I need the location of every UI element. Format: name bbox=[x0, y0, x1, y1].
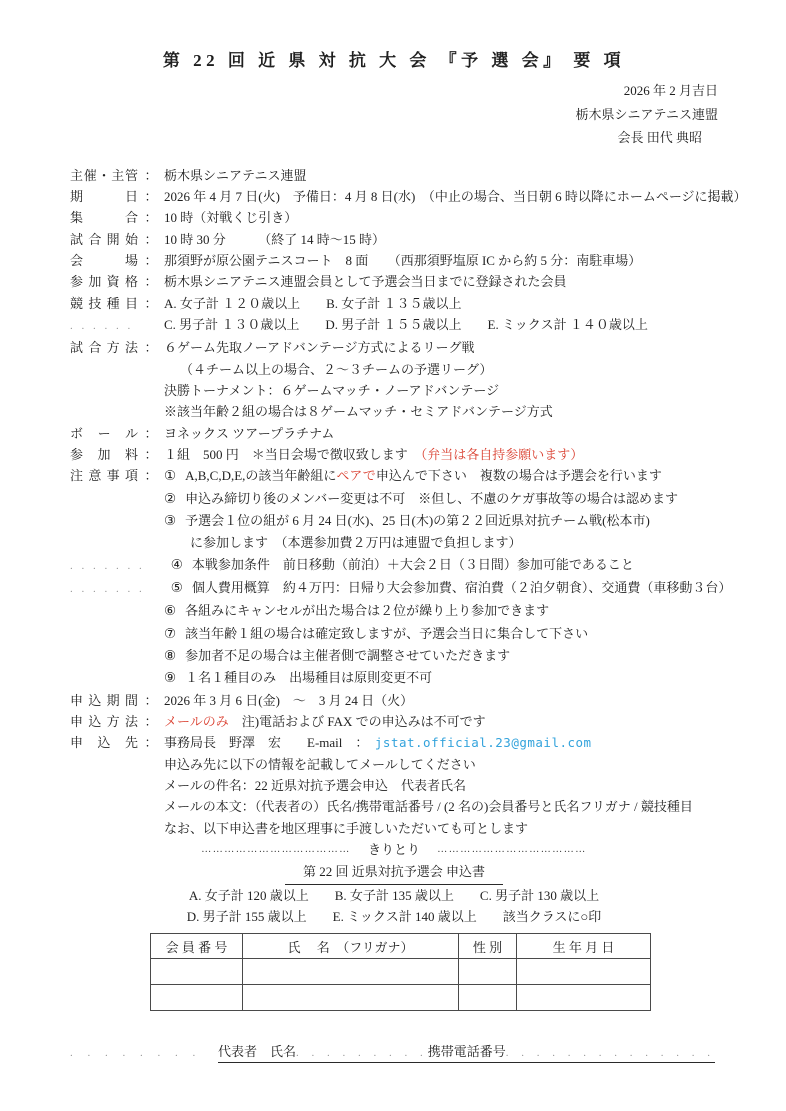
row-value: 栃木県シニアテニス連盟 bbox=[164, 167, 307, 183]
row-value bbox=[164, 732, 718, 753]
row-colon: ： bbox=[144, 252, 158, 268]
row-note-7 bbox=[70, 623, 718, 645]
circled-number: ① bbox=[164, 468, 177, 485]
member-number-cell[interactable] bbox=[151, 959, 243, 985]
row-value bbox=[164, 645, 718, 667]
organization-name: 栃木県シニアテニス連盟 bbox=[575, 106, 718, 122]
class-line-1: A. 女子計 120 歳以上 B. 女子計 135 歳以上 C. 男子計 130 歳以上 bbox=[188, 887, 600, 903]
row-value: A. 女子計 １２０歳以上 B. 女子計 １３５歳以上 bbox=[164, 295, 462, 311]
note-text: 申込み締切り後のメンバー変更は不可 ※但し、不慮のケガ事故等の場合は認めます bbox=[185, 490, 678, 506]
table-header-row bbox=[151, 934, 651, 959]
cut-label: きりとり bbox=[367, 842, 420, 858]
row-value bbox=[164, 488, 718, 510]
representative-name-label: 代表者 氏名 bbox=[218, 1044, 297, 1060]
row-note-4 bbox=[70, 554, 718, 577]
row-colon: ： bbox=[144, 468, 158, 484]
row-note-9 bbox=[70, 667, 718, 689]
table-row bbox=[151, 985, 651, 1011]
row-colon: ： bbox=[144, 340, 158, 356]
leader-dots: . . . . . . . bbox=[70, 559, 145, 572]
row-value bbox=[164, 444, 718, 465]
row-note-5 bbox=[70, 577, 732, 600]
row-date bbox=[70, 186, 747, 207]
note-text: １名１種目のみ 出場種目は原則変更不可 bbox=[185, 670, 433, 686]
row-mail-body bbox=[70, 796, 718, 817]
row-value: ※該当年齢２組の場合は８ゲームマッチ・セミアドバンテージ方式 bbox=[164, 404, 553, 420]
row-venue bbox=[70, 250, 718, 271]
row-ball bbox=[70, 423, 718, 444]
row-label: 申込先 bbox=[70, 735, 138, 751]
leader-dots: . . . . . . . bbox=[70, 583, 145, 596]
row-match-format-cont bbox=[70, 359, 718, 380]
row-match-format bbox=[70, 337, 718, 358]
col-name-furigana: 氏 名 （フリガナ） bbox=[243, 934, 459, 959]
row-mail-subject bbox=[70, 775, 718, 796]
row-value: 那須野が原公園テニスコート 8 面 （西那須野塩原 IC から約 5 分：南駐車場） bbox=[164, 252, 642, 268]
row-colon: ： bbox=[144, 446, 158, 462]
circled-number: ③ bbox=[164, 513, 177, 529]
row-value bbox=[164, 600, 718, 622]
row-label: ボール bbox=[70, 425, 138, 441]
leader-dots: . . . . . . bbox=[70, 319, 134, 332]
note-text: 参加者不足の場合は主催者側で調整させていただきます bbox=[185, 648, 511, 664]
circled-number: ⑦ bbox=[164, 625, 177, 642]
col-sex: 性 別 bbox=[459, 934, 517, 959]
row-value bbox=[164, 711, 718, 732]
note-text: 申込んで下さい 複数の場合は予選会を行います bbox=[375, 468, 662, 484]
row-value: 2026 年 3 月 6 日(金) ～ 3 月 24 日（火） bbox=[164, 692, 414, 708]
row-value: なお、以下申込書を地区理事に手渡しいただいても可とします bbox=[164, 820, 529, 836]
row-colon: ： bbox=[144, 714, 158, 730]
name-cell[interactable] bbox=[243, 959, 459, 985]
row-label: 試合方法 bbox=[70, 340, 138, 356]
fee-text: １組 500 円 ＊当日会場で徴収致します bbox=[164, 446, 421, 462]
row-value: 栃木県シニアテニス連盟会員として予選会当日までに登録された会員 bbox=[164, 274, 567, 290]
mobile-phone-label: 携帯電話番号 bbox=[427, 1044, 506, 1060]
note-text: 個人費用概算 約４万円：日帰り大会参加費、宿泊費（２泊夕朝食）、交通費（車移動３台） bbox=[191, 580, 732, 596]
row-apply-instruction bbox=[70, 754, 718, 775]
fill-dots: . . . . . . . . . bbox=[296, 1047, 428, 1060]
row-value bbox=[164, 667, 718, 689]
row-colon: ： bbox=[144, 295, 158, 311]
row-fee bbox=[70, 444, 718, 465]
row-events-cont bbox=[70, 314, 718, 337]
row-eligibility bbox=[70, 271, 718, 292]
cut-dots-left: ………………………………… bbox=[201, 844, 351, 856]
col-member-number: 会 員 番 号 bbox=[151, 934, 243, 959]
fee-note-red: （弁当は各自持参願います） bbox=[420, 446, 584, 462]
note-text: 予選会１位の組が 6 月 24 日(水)、25 日(木)の第２２回近県対抗チーム戦(松本市) bbox=[185, 513, 650, 528]
class-line-2: D. 男子計 155 歳以上 E. ミックス計 140 歳以上 該当クラスに○印 bbox=[186, 908, 602, 924]
application-table bbox=[150, 933, 651, 1011]
row-value: メールの件名：22 近県対抗予選会申込 代表者氏名 bbox=[164, 778, 466, 794]
circled-number: ⑤ bbox=[170, 580, 183, 597]
row-label: 注意事項 bbox=[70, 468, 138, 484]
leader-dots: . . . . . . . . bbox=[70, 1047, 202, 1060]
cut-line bbox=[70, 839, 718, 860]
row-value: 2026 年 4 月 7 日(火) 予備日：4 月 8 日(水) （中止の場合、当日朝 6 時以降にホームページに掲載） bbox=[164, 188, 747, 204]
fill-dots: . . . . . . . . . . . . . . bbox=[505, 1047, 716, 1060]
note-text-red: ペアで bbox=[336, 468, 376, 484]
row-value: 10 時 30 分 （終了 14 時～15 時） bbox=[164, 231, 386, 247]
note-text: 本戦参加条件 前日移動（前泊）＋大会２日（３日間）参加可能であること bbox=[191, 556, 634, 572]
row-colon: ： bbox=[144, 188, 158, 204]
row-note-6 bbox=[70, 600, 718, 622]
page-title: 第 22 回 近 県 対 抗 大 会 『予 選 会』 要 項 bbox=[162, 51, 626, 70]
circled-number: ② bbox=[164, 490, 177, 507]
row-colon: ： bbox=[144, 692, 158, 708]
row-colon: ： bbox=[144, 210, 158, 226]
contact-person: 事務局長 野澤 宏 E-mail ： bbox=[164, 735, 375, 751]
row-meet bbox=[70, 207, 718, 228]
row-apply-method bbox=[70, 711, 718, 732]
row-value: 10 時（対戦くじ引き） bbox=[164, 210, 298, 226]
row-label: 集合 bbox=[70, 210, 138, 226]
row-label: 会場 bbox=[70, 252, 138, 268]
sex-cell[interactable] bbox=[459, 985, 517, 1011]
row-value: ヨネックス ツアープラチナム bbox=[164, 425, 335, 441]
row-value: ６ゲーム先取ノーアドバンテージ方式によるリーグ戦 bbox=[164, 340, 475, 356]
row-handover-note bbox=[70, 818, 718, 839]
circled-number: ⑨ bbox=[164, 670, 177, 687]
row-value: （４チーム以上の場合、２～３チームの予選リーグ） bbox=[180, 361, 493, 377]
row-colon: ： bbox=[144, 231, 158, 247]
row-value: メールの本文：（代表者の）氏名/携帯電話番号 / (2 名の)会員番号と氏名フリガナ / 競技種目 bbox=[164, 799, 693, 815]
row-apply-to bbox=[70, 732, 718, 753]
row-label: 参加資格 bbox=[70, 274, 138, 290]
row-label: 競技種目 bbox=[70, 295, 138, 311]
application-form-title-row bbox=[70, 861, 718, 885]
row-colon: ： bbox=[144, 735, 158, 751]
president-name: 会長 田代 典昭 bbox=[617, 130, 702, 145]
note-text: 各組みにキャンセルが出た場合は２位が繰り上り参加できます bbox=[185, 603, 550, 619]
row-value: 申込み先に以下の情報を記載してメールしてください bbox=[164, 756, 476, 772]
row-value bbox=[171, 577, 732, 599]
row-start-time bbox=[70, 229, 718, 250]
row-match-format-cont bbox=[70, 401, 718, 422]
row-value: 決勝トーナメント：６ゲームマッチ・ノーアドバンテージ bbox=[164, 382, 500, 398]
circled-number: ⑥ bbox=[164, 603, 177, 620]
col-birthdate: 生 年 月 日 bbox=[517, 934, 651, 959]
row-value bbox=[164, 510, 718, 532]
email-link[interactable]: jstat.official.23@gmail.com bbox=[374, 735, 592, 751]
row-value: C. 男子計 １３０歳以上 D. 男子計 １５５歳以上 E. ミックス計 １４０歳以上 bbox=[164, 316, 648, 332]
representative-fill-line bbox=[218, 1041, 715, 1063]
circled-number: ⑧ bbox=[164, 648, 177, 665]
row-note-8 bbox=[70, 645, 718, 667]
table-row bbox=[151, 959, 651, 985]
row-apply-period bbox=[70, 690, 718, 711]
row-colon: ： bbox=[144, 274, 158, 290]
document-header-right bbox=[70, 79, 718, 150]
method-note: 注)電話および FAX での申込みは不可です bbox=[228, 714, 486, 730]
row-label: 申込期間 bbox=[70, 692, 138, 708]
birthdate-cell[interactable] bbox=[517, 985, 651, 1011]
cut-dots-right: ………………………………… bbox=[437, 844, 587, 856]
row-note-2 bbox=[70, 488, 718, 510]
row-match-format-cont bbox=[70, 380, 718, 401]
row-host bbox=[70, 165, 718, 186]
member-number-cell[interactable] bbox=[151, 985, 243, 1011]
representative-line bbox=[70, 1041, 718, 1063]
row-colon: ： bbox=[144, 167, 158, 183]
document-body bbox=[70, 165, 747, 1064]
row-label: 主催・主管 bbox=[70, 167, 138, 183]
row-colon: ： bbox=[144, 425, 158, 441]
row-note-1 bbox=[70, 465, 718, 487]
application-form-title: 第 22 回 近県対抗予選会 申込書 bbox=[285, 861, 503, 885]
note-text: A,B,C,D,E,の該当年齢組に bbox=[185, 468, 337, 484]
row-events bbox=[70, 293, 718, 314]
row-label: 参加料 bbox=[70, 446, 138, 462]
circled-number: ④ bbox=[170, 556, 183, 573]
row-value bbox=[164, 465, 718, 487]
birthdate-cell[interactable] bbox=[517, 959, 651, 985]
row-note-3 bbox=[70, 510, 718, 532]
method-red: メールのみ bbox=[164, 714, 229, 730]
row-value bbox=[164, 623, 718, 645]
row-label: 申込方法 bbox=[70, 714, 138, 730]
name-cell[interactable] bbox=[243, 985, 459, 1011]
row-value: に参加します （本選参加費２万円は連盟で負担します） bbox=[190, 535, 522, 551]
row-value bbox=[171, 554, 718, 576]
issue-date: 2026 年 2 月吉日 bbox=[623, 83, 718, 98]
sex-cell[interactable] bbox=[459, 959, 517, 985]
row-note-3-cont bbox=[70, 532, 718, 553]
note-text: 該当年齢１組の場合は確定致しますが、予選会当日に集合して下さい bbox=[185, 625, 589, 641]
row-label: 期日 bbox=[70, 188, 138, 204]
row-label: 試合開始 bbox=[70, 231, 138, 247]
